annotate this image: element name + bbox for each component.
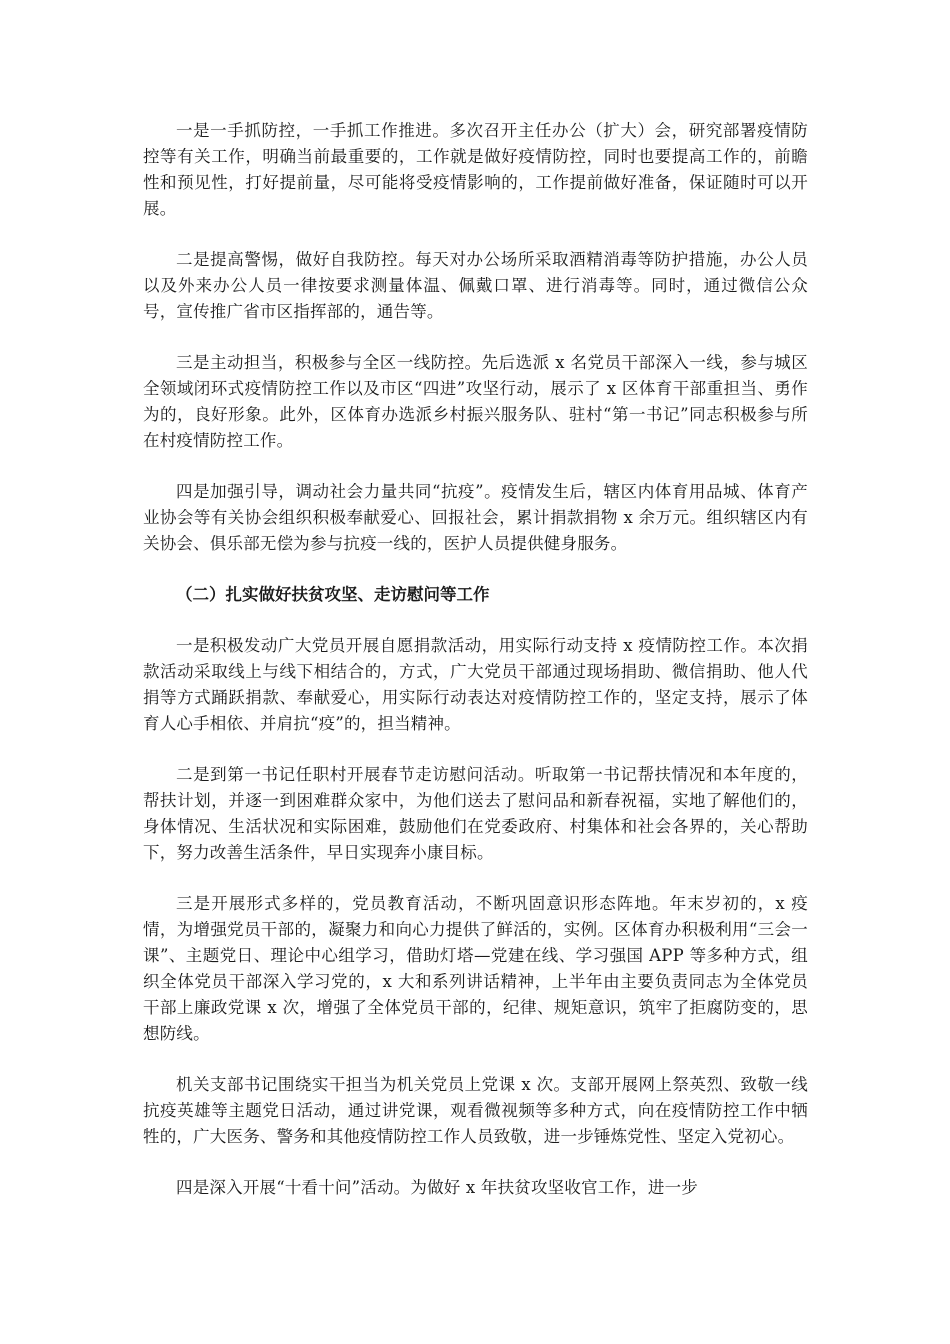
paragraph-2: 二是提高警惕，做好自我防控。每天对办公场所采取酒精消毒等防护措施，办公人员以及外来办公人员一律按要求测量体温、佩戴口罩、进行消毒等。同时，通过微信公众号，宣传推广省市区指挥部的，通告等。 [143, 250, 808, 321]
paragraph-3: 三是主动担当，积极参与全区一线防控。先后选派 x 名党员干部深入一线，参与城区全领域闭环式疫情防控工作以及市区“四进”攻坚行动，展示了 x 区体育干部重担当、勇作为的，良好形象。此外，区体育办选派乡村振兴服务队、驻村“第一书记”同志积极参与所在村疫情防控工作。 [143, 353, 808, 450]
paragraph-7: 三是开展形式多样的，党员教育活动，不断巩固意识形态阵地。年末岁初的，x 疫情，为增强党员干部的，凝聚力和向心力提供了鲜活的，实例。区体育办积极利用“三会一课”、主题党日、理论中心组学习，借助灯塔—党建在线、学习强国 APP 等多种方式，组织全体党员干部深入学习党的，x 大和系列讲话精神，上半年由主要负责同志为全体党员干部上廉政党课 x 次，增强了全体党员干部的，纪律、规矩意识，筑牢了拒腐防变的，思想防线。 [143, 894, 808, 1043]
paragraph-4: 四是加强引导，调动社会力量共同“抗疫”。疫情发生后，辖区内体育用品城、体育产业协会等有关协会组织积极奉献爱心、回报社会，累计捐款捐物 x 余万元。组织辖区内有关协会、俱乐部无偿为参与抗疫一线的，医护人员提供健身服务。 [143, 482, 808, 553]
paragraph-8: 机关支部书记围绕实干担当为机关党员上党课 x 次。支部开展网上祭英烈、致敬一线抗疫英雄等主题党日活动，通过讲党课，观看微视频等多种方式，向在疫情防控工作中牺牲的，广大医务、警务和其他疫情防控工作人员致敬，进一步锤炼党性、坚定入党初心。 [143, 1075, 808, 1146]
section-heading: （二）扎实做好扶贫攻坚、走访慰问等工作 [176, 585, 490, 604]
paragraph-5: 一是积极发动广大党员开展自愿捐款活动，用实际行动支持 x 疫情防控工作。本次捐款活动采取线上与线下相结合的，方式，广大党员干部通过现场捐助、微信捐助、他人代捐等方式踊跃捐款、奉献爱心，用实际行动表达对疫情防控工作的，坚定支持，展示了体育人心手相依、并肩抗“疫”的，担当精神。 [143, 636, 808, 733]
paragraph-9: 四是深入开展“十看十问”活动。为做好 x 年扶贫攻坚收官工作，进一步 [176, 1178, 698, 1197]
document-body [143, 118, 808, 1226]
paragraph-6: 二是到第一书记任职村开展春节走访慰问活动。听取第一书记帮扶情况和本年度的，帮扶计划，并逐一到困难群众家中，为他们送去了慰问品和新春祝福，实地了解他们的，身体情况、生活状况和实际困难，鼓励他们在党委政府、村集体和社会各界的，关心帮助下，努力改善生活条件，早日实现奔小康目标。 [143, 765, 808, 862]
paragraph-1: 一是一手抓防控，一手抓工作推进。多次召开主任办公（扩大）会，研究部署疫情防控等有关工作，明确当前最重要的，工作就是做好疫情防控，同时也要提高工作的，前瞻性和预见性，打好提前量，尽可能将受疫情影响的，工作提前做好准备，保证随时可以开展。 [143, 121, 808, 218]
